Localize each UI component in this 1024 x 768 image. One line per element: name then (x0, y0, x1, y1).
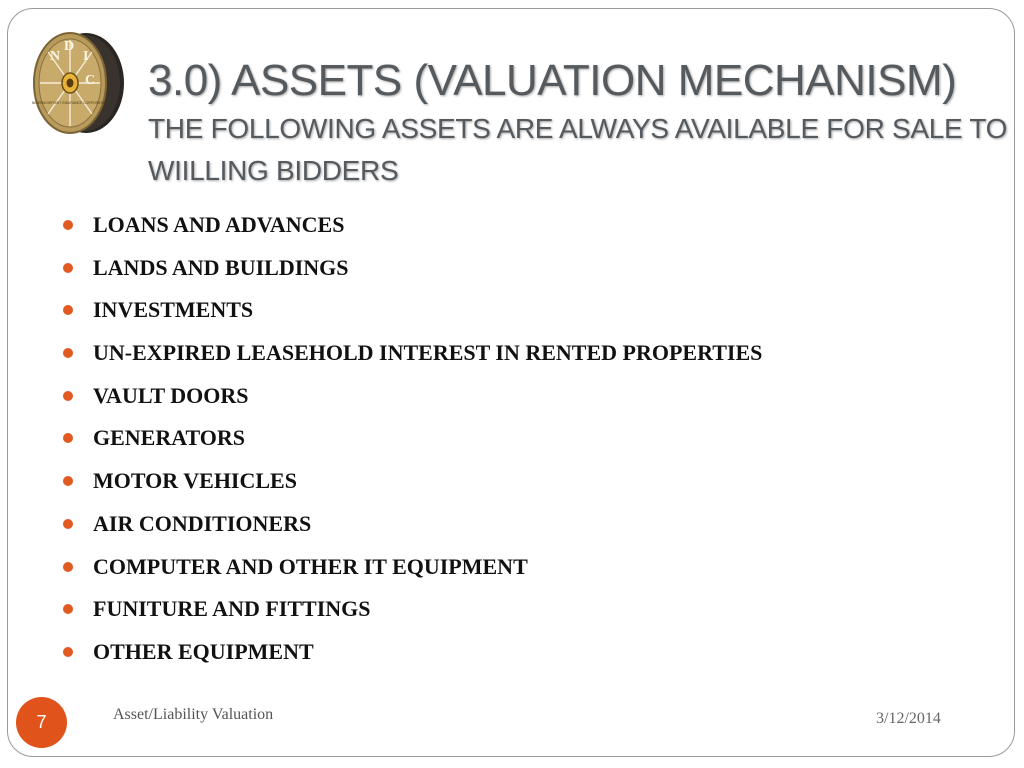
logo-letter-d: D (64, 39, 75, 54)
list-item-label: FUNITURE AND FITTINGS (93, 596, 371, 622)
page-number-badge (16, 697, 67, 748)
footer-title: Asset/Liability Valuation (113, 706, 274, 723)
list-item-label: UN-EXPIRED LEASEHOLD INTEREST IN RENTED PROPERTIES (93, 340, 763, 366)
list-item (60, 460, 960, 503)
list-item (60, 546, 960, 589)
bullet-icon (63, 647, 73, 657)
list-item (60, 375, 960, 418)
list-item (60, 588, 960, 631)
title-subtitle: THE FOLLOWING ASSETS ARE ALWAYS AVAILABLE FOR SALE TO WIILLING BIDDERS (148, 113, 1008, 186)
bullet-icon (63, 220, 73, 230)
bullet-icon (63, 604, 73, 614)
list-item-label: LANDS AND BUILDINGS (93, 254, 349, 280)
ndic-logo-icon (28, 28, 128, 138)
bullet-icon (63, 305, 73, 315)
list-item (60, 417, 960, 460)
list-item (60, 204, 960, 247)
list-item-label: VAULT DOORS (93, 382, 249, 408)
list-item (60, 332, 960, 375)
ndic-logo (28, 28, 128, 138)
list-item (60, 631, 960, 674)
bullet-icon (63, 433, 73, 443)
bullet-icon (63, 391, 73, 401)
asset-list (60, 204, 960, 674)
logo-caption: NIGERIA DEPOSIT INSURANCE CORPORATION (31, 101, 109, 105)
logo-letter-c: C (85, 73, 96, 88)
list-item-label: MOTOR VEHICLES (93, 468, 297, 494)
title-main: 3.0) ASSETS (VALUATION MECHANISM) (148, 56, 957, 105)
bullet-icon (63, 263, 73, 273)
list-item-label: COMPUTER AND OTHER IT EQUIPMENT (93, 553, 528, 579)
bullet-icon (63, 476, 73, 486)
logo-letter-n: N (50, 49, 61, 64)
list-item (60, 247, 960, 290)
list-item-label: AIR CONDITIONERS (93, 510, 312, 536)
list-item (60, 503, 960, 546)
bullet-icon (63, 348, 73, 358)
bullet-icon (63, 562, 73, 572)
logo-letter-i: I (83, 49, 89, 64)
slide-title (148, 54, 1018, 192)
list-item-label: GENERATORS (93, 425, 246, 451)
list-item (60, 289, 960, 332)
list-item-label: INVESTMENTS (93, 297, 254, 323)
list-item-label: LOANS AND ADVANCES (93, 212, 345, 237)
list-item-label: OTHER EQUIPMENT (93, 638, 314, 664)
footer-date: 3/12/2014 (876, 710, 941, 727)
bullet-icon (63, 519, 73, 529)
page-number: 7 (36, 712, 47, 732)
